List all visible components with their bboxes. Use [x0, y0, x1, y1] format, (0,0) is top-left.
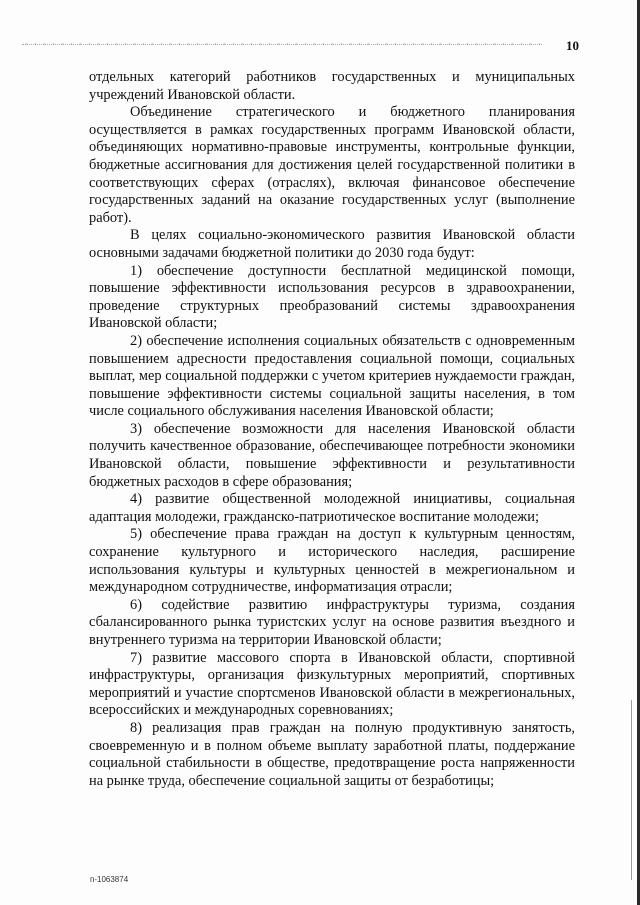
list-item-8: 8) реализация прав граждан на полную продуктивную занятость, своевременную и в полном объеме выплату заработной платы, поддержание социальной стабильности в обществе, предотвращение роста напряженности на рынке труда, обеспечение социальной защиты от безработицы;	[89, 719, 575, 789]
list-item-3: 3) обеспечение возможности для населения Ивановской области получить качественное образование, обеспечивающее потребности экономики Ивановской области, повышение эффективности и результативности бюджетных расходов в сфере образования;	[89, 420, 575, 490]
paragraph-1: Объединение стратегического и бюджетного планирования осуществляется в рамках государственных программ Ивановской области, объединяющих нормативно-правовые инструменты, контрольные функции, бюджетные ассигнования для достижения целей государственной политики в соответствующих сферах (отраслях), включая финансовое обеспечение государственных заданий на оказание государственных услуг (выполнение работ).	[89, 104, 575, 226]
paragraph-0: отдельных категорий работников государственных и муниципальных учреждений Ивановской области.	[89, 69, 575, 103]
page-number: 10	[566, 38, 579, 53]
document-body	[89, 69, 575, 790]
list-item-5: 5) обеспечение права граждан на доступ к культурным ценностям, сохранение культурного и исторического наследия, расширение использования культуры и культурных ценностей в межрегиональном и международном сотрудничестве, информатизация отрасли;	[89, 526, 575, 596]
scan-edge-line	[631, 700, 632, 880]
document-code: п-1063874	[90, 875, 129, 884]
list-item-6: 6) содействие развитию инфраструктуры туризма, создания сбалансированного рынка туристских услуг на основе развития въездного и внутреннего туризма на территории Ивановской области;	[89, 596, 575, 648]
list-item-7: 7) развитие массового спорта в Ивановской области, спортивной инфраструктуры, организация физкультурных мероприятий, спортивных мероприятий и участие спортсменов Ивановской области в межрегиональных, всероссийских и международных соревнованиях;	[89, 649, 575, 719]
scan-header-line	[22, 44, 542, 48]
paragraph-2: В целях социально-экономического развития Ивановской области основными задачами бюджетной политики до 2030 года будут:	[89, 227, 575, 261]
list-item-4: 4) развитие общественной молодежной инициативы, социальная адаптация молодежи, гражданско-патриотическое воспитание молодежи;	[89, 491, 575, 525]
list-item-2: 2) обеспечение исполнения социальных обязательств с одновременным повышением адресности предоставления социальной помощи, социальных выплат, мер социальной поддержки с учетом критериев нуждаемости граждан, повышение эффективности системы социальной защиты населения, в том числе социального обслуживания населения Ивановской области;	[89, 332, 575, 420]
list-item-1: 1) обеспечение доступности бесплатной медицинской помощи, повышение эффективности использования ресурсов в здравоохранении, проведение структурных преобразований системы здравоохранения Ивановской области;	[89, 262, 575, 332]
